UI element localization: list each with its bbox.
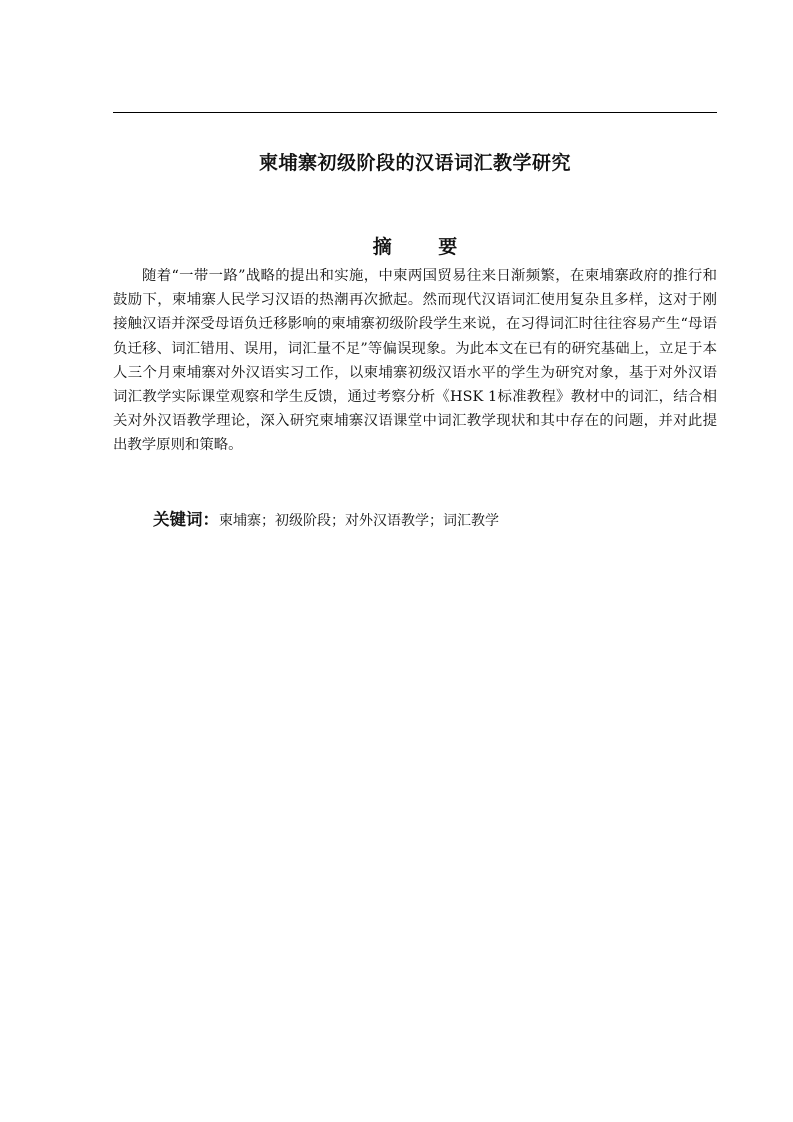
- keywords-label: 关键词：: [153, 510, 219, 529]
- header-rule: [113, 112, 717, 113]
- keywords-line: [153, 506, 499, 530]
- abstract-heading: 摘 要: [372, 236, 478, 258]
- keywords-text: 柬埔寨；初级阶段；对外汉语教学；词汇教学: [219, 513, 499, 529]
- paper-title: 柬埔寨初级阶段的汉语词汇教学研究: [258, 152, 571, 174]
- abstract-body: 随着“一带一路”战略的提出和实施，中柬两国贸易往来日渐频繁，在柬埔寨政府的推行和鼓励下，柬埔寨人民学习汉语的热潮再次掀起。然而现代汉语词汇使用复杂且多样，这对于刚接触汉语并深受母语负迁移影响的柬埔寨初级阶段学生来说，在习得词汇时往往容易产生“母语负迁移、词汇错用、误用，词汇量不足”等偏误现象。为此本文在已有的研究基础上，立足于本人三个月柬埔寨对外汉语实习工作，以柬埔寨初级汉语水平的学生为研究对象，基于对外汉语词汇教学实际课堂观察和学生反馈，通过考察分析《HSK 1标准教程》教材中的词汇，结合相关对外汉语教学理论，深入研究柬埔寨汉语课堂中词汇教学现状和其中存在的问题，并对此提出教学原则和策略。: [113, 268, 717, 454]
